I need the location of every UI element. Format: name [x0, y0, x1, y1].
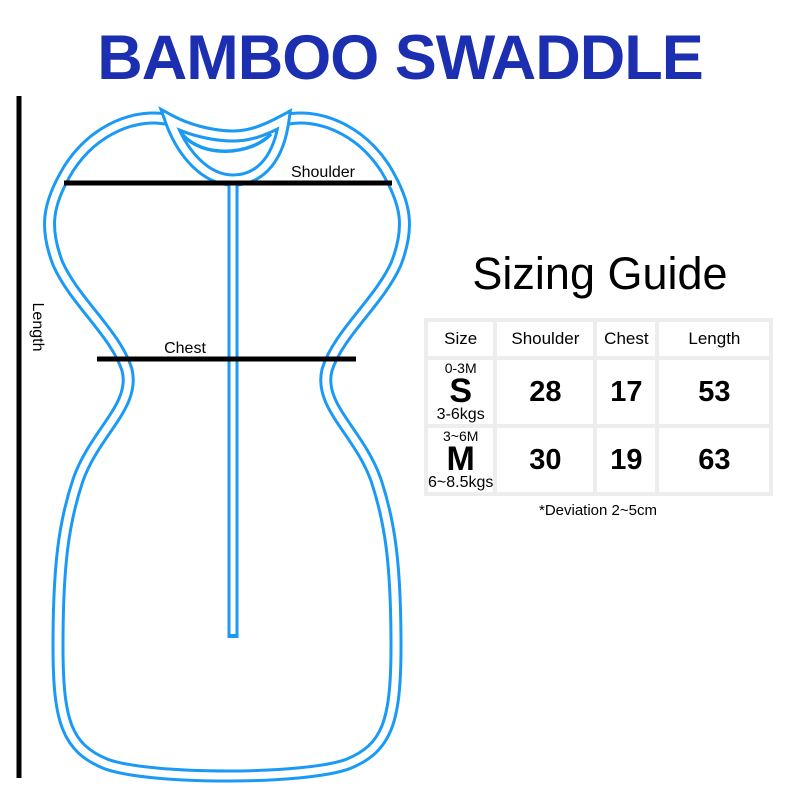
size-letter: S — [449, 372, 473, 410]
size-letter: M — [446, 440, 475, 478]
page-title: BAMBOO SWADDLE — [97, 23, 703, 93]
shoulder-value: 30 — [497, 428, 593, 492]
sizing-table-container — [424, 318, 773, 496]
col-header-shoulder: Shoulder — [497, 322, 593, 356]
length-value: 63 — [659, 428, 769, 492]
shoulder-label: Shoulder — [290, 164, 355, 181]
col-header-length: Length — [659, 322, 769, 356]
length-label: Length — [29, 302, 46, 352]
age-range: 0-3M — [444, 360, 477, 376]
table-row-size-s — [428, 360, 769, 424]
col-header-size: Size — [428, 322, 493, 356]
deviation-note: *Deviation 2~5cm — [539, 502, 657, 519]
table-row-size-m — [428, 428, 769, 492]
shoulder-value: 28 — [497, 360, 593, 424]
chest-value: 19 — [597, 428, 655, 492]
sizing-table — [424, 318, 773, 496]
swaddle-outline — [49, 118, 404, 776]
chest-label: Chest — [164, 340, 206, 357]
weight-range: 6~8.5kgs — [428, 474, 494, 491]
size-cell-m — [428, 428, 493, 492]
chest-value: 17 — [597, 360, 655, 424]
size-cell-s — [428, 360, 493, 424]
length-value: 53 — [659, 360, 769, 424]
col-header-chest: Chest — [597, 322, 655, 356]
header-row — [428, 322, 769, 356]
sizing-guide-heading: Sizing Guide — [472, 248, 728, 299]
weight-range: 3-6kgs — [436, 406, 485, 423]
age-range: 3~6M — [442, 428, 479, 444]
